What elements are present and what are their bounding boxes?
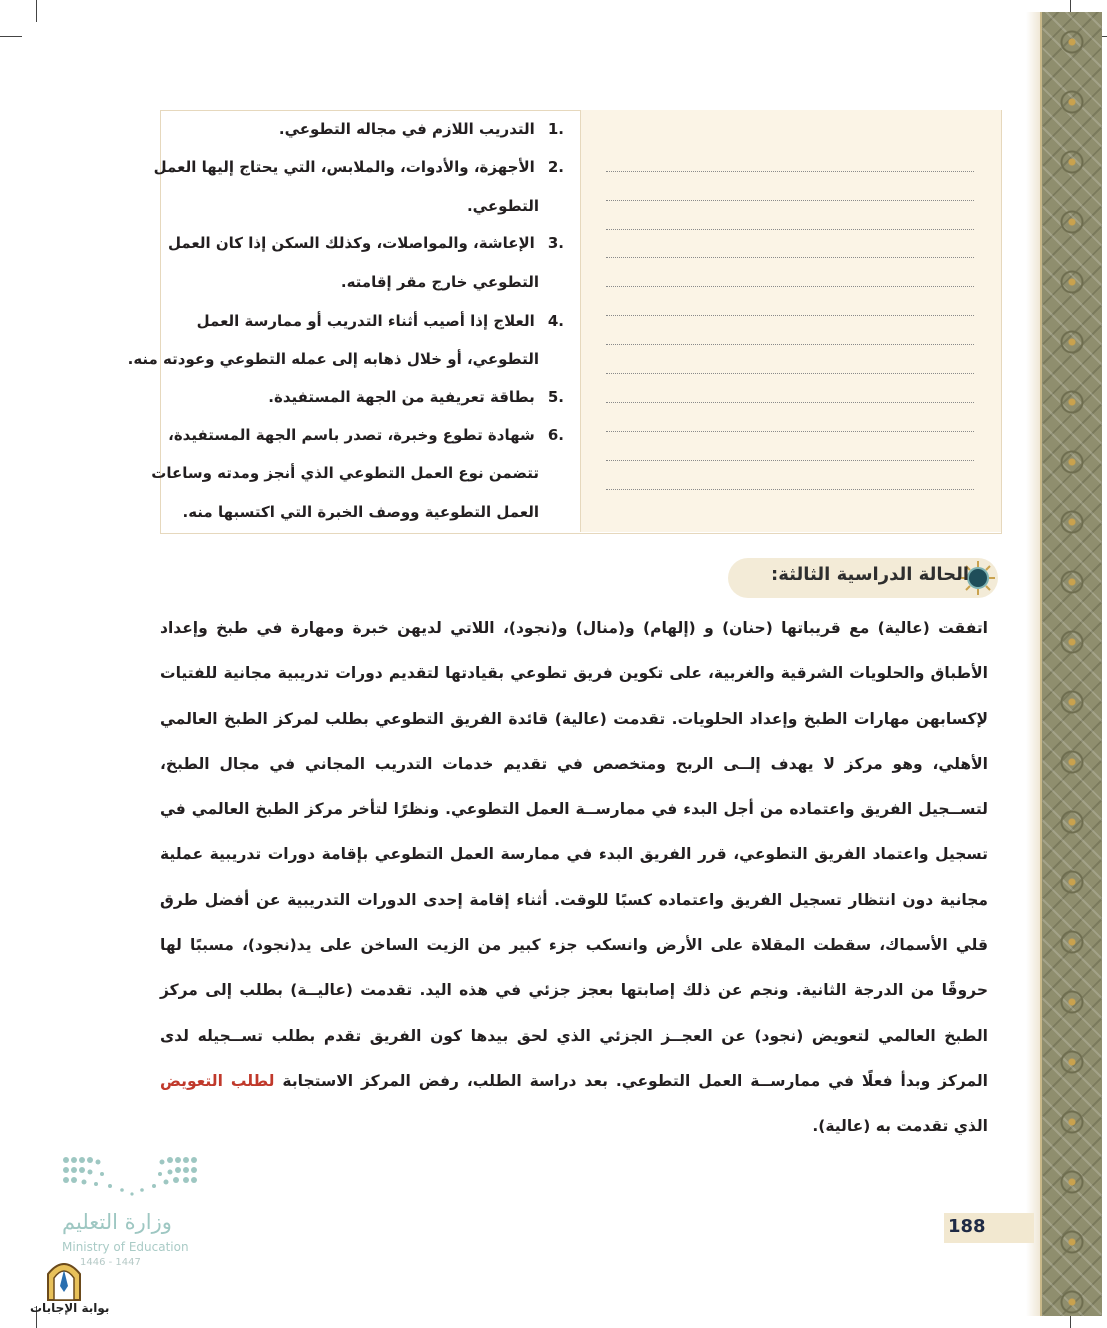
list-item bbox=[268, 388, 564, 406]
answer-line[interactable] bbox=[606, 286, 974, 287]
answer-line[interactable] bbox=[606, 257, 974, 258]
list-number: .1 bbox=[547, 120, 564, 138]
list-text-continued: تتضمن نوع العمل التطوعي الذي أنجز ومدته وساعات bbox=[151, 464, 539, 482]
ministry-name-arabic: وزارة التعليم bbox=[62, 1210, 172, 1234]
ministry-year: 1446 - 1447 bbox=[80, 1257, 141, 1268]
answer-line[interactable] bbox=[606, 344, 974, 345]
crop-mark bbox=[0, 36, 22, 37]
answer-line[interactable] bbox=[606, 431, 974, 432]
list-item bbox=[154, 158, 564, 176]
list-number: .5 bbox=[547, 388, 564, 406]
crop-mark bbox=[36, 0, 37, 22]
answer-line[interactable] bbox=[606, 460, 974, 461]
answer-line[interactable] bbox=[606, 200, 974, 201]
list-item bbox=[168, 234, 564, 252]
list-text-continued: التطوعي خارج مقر إقامته. bbox=[340, 273, 539, 291]
list-text-continued: التطوعي. bbox=[466, 197, 539, 215]
list-text: العلاج إذا أصيب أثناء التدريب أو ممارسة العمل bbox=[196, 312, 535, 330]
list-text: بطاقة تعريفية من الجهة المستفيدة. bbox=[268, 388, 535, 406]
list-item bbox=[197, 312, 564, 330]
answer-column bbox=[580, 110, 1001, 532]
list-text: الإعاشة، والمواصلات، وكذلك السكن إذا كان العمل bbox=[167, 234, 535, 252]
list-text: التدريب اللازم في مجاله التطوعي. bbox=[278, 120, 535, 138]
answer-line[interactable] bbox=[606, 229, 974, 230]
case-study-paragraph bbox=[160, 606, 988, 1150]
paragraph-text-end: الذي تقدمت به (عالية). bbox=[812, 1117, 988, 1136]
list-number: .6 bbox=[547, 426, 564, 444]
ministry-logo-icon bbox=[62, 1154, 198, 1198]
answer-line[interactable] bbox=[606, 402, 974, 403]
paragraph-text: اتفقت (عالية) مع قريباتها (حنان) و (إلهام) و(منال) و(نجود)، اللاتي لديهن خبرة ومهارة في طبخ وإعداد الأطباق والحلويات الشرقية والغربية، على تكوين فريق تطوعي بقيادتها لتقديم دورات تدريبية مجانية للفتيات لإكسابهن مهارات الطبخ وإعداد الحلويات. تقدمت (عالية) قائدة الفريق التطوعي بطلب لمركز الطبخ العالمي الأهلي، وهو مركز لا يهدف إلــى الربح ومتخصص في تقديم خدمات التدريب المجاني في مجال الطبخ، لتســجيل الفريق واعتماده من أجل البدء في ممارســة العمل التطوعي. ونظرًا لتأخر مركز الطبخ العالمي في تسجيل واعتماد الفريق التطوعي، قرر الفريق البدء في ممارسة العمل التطوعي بإقامة دورات تدريبية عملية مجانية دون انتظار تسجيل الفريق واعتماده كسبًا للوقت. أثناء إقامة إحدى الدورات التدريبية عن أفضل طرق قلي الأسماك، سقطت المقلاة على الأرض وانسكب جزء كبير من الزيت الساخن على يد(نجود)، مسببًا لها حروقًا من الدرجة الثانية. ونجم عن ذلك إصابتها بعجز جزئي في هذه اليد. تقدمت (عاليــة) بطلب إلى مركز الطبخ العالمي لتعويض (نجود) عن العجــز الجزئي الذي لحق بيدها كون الفريق تقدم بطلب تســجيله لدى المركز وبدأ فعلًا في ممارســة العمل التطوعي. بعد دراسة الطلب، رفض المركز الاستجابة bbox=[160, 619, 988, 1090]
answer-line[interactable] bbox=[606, 373, 974, 374]
page-gutter-shadow bbox=[1026, 12, 1040, 1316]
list-text-continued: العمل التطوعية ووصف الخبرة التي اكتسبها منه. bbox=[182, 503, 539, 521]
answer-line[interactable] bbox=[606, 489, 974, 490]
answer-line[interactable] bbox=[606, 171, 974, 172]
list-item bbox=[279, 120, 564, 138]
portal-name: بوابة الإجابات bbox=[30, 1301, 110, 1315]
portal-logo-icon bbox=[44, 1256, 84, 1302]
list-number: .2 bbox=[547, 158, 564, 176]
page-number: 188 bbox=[948, 1216, 986, 1237]
answer-line[interactable] bbox=[606, 315, 974, 316]
case-study-heading: الحالة الدراسية الثالثة: bbox=[771, 564, 969, 585]
list-text-continued: التطوعي، أو خلال ذهابه إلى عمله التطوعي وعودته منه. bbox=[127, 350, 539, 368]
list-number: .4 bbox=[547, 312, 564, 330]
highlighted-text: لطلب التعويض bbox=[160, 1071, 275, 1090]
list-number: .3 bbox=[547, 234, 564, 252]
list-text: الأجهزة، والأدوات، والملابس، التي يحتاج إليها العمل bbox=[153, 158, 535, 176]
list-item bbox=[168, 426, 564, 444]
ministry-name-english: Ministry of Education bbox=[62, 1240, 189, 1254]
decorative-border bbox=[1040, 12, 1102, 1316]
list-text: شهادة تطوع وخبرة، تصدر باسم الجهة المستفيدة، bbox=[168, 426, 535, 444]
